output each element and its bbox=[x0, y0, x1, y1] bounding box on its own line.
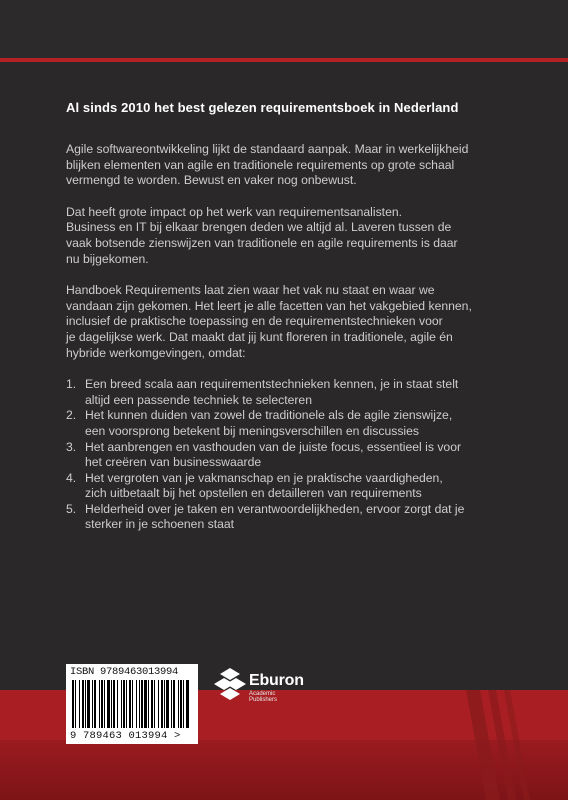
barcode-bar bbox=[166, 680, 169, 728]
barcode-bar bbox=[173, 680, 175, 728]
top-band bbox=[0, 0, 568, 58]
list-item bbox=[66, 471, 516, 502]
barcode-bar bbox=[151, 680, 153, 728]
list-item bbox=[66, 440, 516, 471]
barcode-bar bbox=[158, 680, 159, 728]
barcode-bar bbox=[148, 680, 149, 728]
paragraph-line: Business en IT bij elkaar brengen deden we altijd al. Laveren tussen de bbox=[66, 220, 452, 235]
paragraph-3 bbox=[66, 283, 516, 361]
barcode-bar bbox=[144, 680, 147, 728]
paragraph-line: Dat heeft grote impact op het werk van requirementsanalisten. bbox=[66, 204, 403, 219]
barcode-bar bbox=[123, 680, 125, 728]
barcode-bar bbox=[101, 680, 103, 728]
barcode-bar bbox=[126, 680, 127, 728]
barcode-bar bbox=[75, 680, 76, 728]
barcode-bar bbox=[94, 680, 96, 728]
list-text bbox=[85, 377, 458, 408]
publisher-subtitle: Academic Publishers bbox=[249, 691, 278, 703]
barcode bbox=[70, 680, 192, 730]
list-text bbox=[85, 502, 464, 533]
barcode-bar bbox=[113, 680, 115, 728]
barcode-box bbox=[66, 664, 198, 744]
isbn-digits: 9 789463 013994 > bbox=[70, 730, 181, 742]
barcode-bar bbox=[183, 680, 184, 728]
list-line: Het vergroten van je vakmanschap en je praktische vaardigheden, bbox=[85, 470, 443, 485]
barcode-bar bbox=[82, 680, 84, 728]
barcode-bar bbox=[129, 680, 131, 728]
barcode-bar bbox=[136, 680, 137, 728]
barcode-bar bbox=[107, 680, 110, 728]
barcode-bar bbox=[99, 680, 100, 728]
barcode-bar bbox=[104, 680, 105, 728]
list-line: sterker in je schoenen staat bbox=[85, 517, 235, 532]
barcode-bar bbox=[141, 680, 143, 728]
list-line: Het aanbrengen en vasthouden van de juiste focus, essentieel is voor bbox=[85, 439, 462, 454]
publisher-logo bbox=[214, 666, 304, 706]
isbn-label: ISBN 9789463013994 bbox=[70, 666, 179, 678]
paragraph-line: vermengd te worden. Bewust en vaker nog onbewust. bbox=[66, 173, 357, 188]
paragraph-line: vaak botsende zienswijzen van traditionele en agile requirements is daar bbox=[66, 235, 458, 250]
paragraph-line: blijken elementen van agile en traditionele requirements op grote schaal bbox=[66, 157, 455, 172]
paragraph-line: inclusief de praktische toepassing en de requirementstechnieken voor bbox=[66, 314, 443, 329]
barcode-bar bbox=[117, 680, 118, 728]
list-line: Helderheid over je taken en verantwoordelijkheden, ervoor zorgt dat je bbox=[85, 501, 465, 516]
paragraph-2 bbox=[66, 205, 516, 267]
barcode-bar bbox=[111, 680, 112, 728]
paragraph-line: nu bijgekomen. bbox=[66, 251, 149, 266]
list-number: 4. bbox=[66, 470, 77, 485]
back-cover-text bbox=[66, 99, 516, 533]
paragraph-line: hybride werkomgevingen, omdat: bbox=[66, 345, 246, 360]
barcode-bar bbox=[121, 680, 122, 728]
list-number: 3. bbox=[66, 439, 77, 454]
list-number: 2. bbox=[66, 408, 77, 423]
list-item bbox=[66, 377, 516, 408]
barcode-bar bbox=[154, 680, 155, 728]
stripe-decoration bbox=[466, 690, 536, 800]
barcode-bar bbox=[161, 680, 163, 728]
barcode-bar bbox=[164, 680, 165, 728]
list-line: Een breed scala aan requirementstechnieken kennen, je in staat stelt bbox=[85, 377, 459, 392]
list-line: zich uitbetaalt bij het opstellen en detailleren van requirements bbox=[85, 486, 422, 501]
list-number: 1. bbox=[66, 377, 77, 392]
publisher-name: Eburon bbox=[249, 672, 304, 689]
barcode-bar bbox=[85, 680, 86, 728]
list-text bbox=[85, 471, 443, 502]
paragraph-1 bbox=[66, 142, 516, 189]
list-item bbox=[66, 502, 516, 533]
barcode-bar bbox=[92, 680, 93, 728]
list-line: het creëren van businesswaarde bbox=[85, 455, 262, 470]
headline: Al sinds 2010 het best gelezen requirementsboek in Nederland bbox=[66, 100, 459, 115]
benefits-list bbox=[66, 377, 516, 533]
list-item bbox=[66, 408, 516, 439]
paragraph-line: vandaan zijn gekomen. Het leert je alle facetten van het vakgebied kennen, bbox=[66, 298, 472, 313]
list-number: 5. bbox=[66, 501, 77, 516]
barcode-bar bbox=[171, 680, 172, 728]
list-text bbox=[85, 440, 461, 471]
list-line: Het kunnen duiden van zowel de traditionele als de agile zienswijze, bbox=[85, 408, 453, 423]
top-red-stripe bbox=[0, 58, 568, 62]
paragraph-line: je dagelijkse werk. Dat maakt dat jij kunt floreren in traditionele, agile én bbox=[66, 329, 453, 344]
barcode-bar bbox=[178, 680, 179, 728]
paragraph-line: Handboek Requirements laat zien waar het vak nu staat en waar we bbox=[66, 283, 435, 298]
paragraph-line: Agile softwareontwikkeling lijkt de standaard aanpak. Maar in werkelijkheid bbox=[66, 142, 469, 156]
barcode-bar bbox=[132, 680, 133, 728]
list-line: altijd een passende techniek te selecteren bbox=[85, 392, 312, 407]
list-text bbox=[85, 408, 452, 439]
list-line: een voorsprong betekent bij meningsverschillen en discussies bbox=[85, 423, 419, 438]
eburon-logo-icon bbox=[214, 666, 246, 704]
barcode-bar bbox=[139, 680, 140, 728]
barcode-bar bbox=[79, 680, 80, 728]
barcode-bar bbox=[72, 680, 74, 728]
barcode-bar bbox=[87, 680, 90, 728]
barcode-bar bbox=[180, 680, 182, 728]
barcode-bar bbox=[186, 680, 189, 728]
